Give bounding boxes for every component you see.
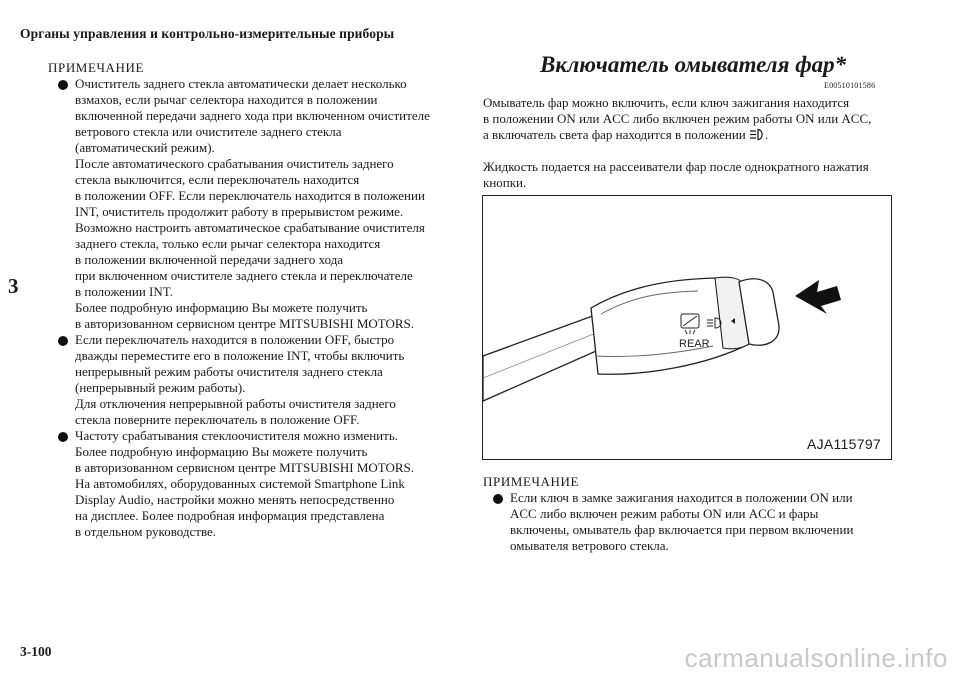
section-title: Включатель омывателя фар* — [540, 52, 847, 77]
page-header-title: Органы управления и контрольно-измерительные приборы — [20, 26, 395, 41]
note-bullet-item — [48, 332, 468, 428]
headlight-icon — [749, 128, 765, 141]
bullet-icon — [58, 80, 68, 90]
paragraph-1-text: Омыватель фар можно включить, если ключ зажигания находится в положении ON или ACC либо включен режим работы ON или ACC, а включатель света фар находится в положении — [483, 95, 872, 142]
right-column-text — [483, 95, 903, 191]
note-bullet-text: Если ключ в замке зажигания находится в положении ON или ACC либо включен режим работы ON или ACC и фары включены, омыватель фар включается при первом включении омывателя ветрового стекла. — [510, 490, 854, 553]
bullet-icon — [58, 336, 68, 346]
section-paragraph-2: Жидкость подается на рассеиватели фар после однократного нажатия кнопки. — [483, 159, 869, 190]
note-bullet-text: Частоту срабатывания стеклоочистителя можно изменить. Более подробную информацию Вы можете получить в авторизованном сервисном центре MITSUBISHI MOTORS. На автомобилях, оборудованных системой Smartphone Link Display Audio, настройки можно менять непосредственно на дисплее. Более подробная информация представлена в отдельном руководстве. — [75, 428, 415, 539]
note-label: ПРИМЕЧАНИЕ — [483, 474, 580, 489]
section-code: E00510101586 — [824, 81, 876, 90]
chapter-number: 3 — [8, 274, 19, 298]
arrow-icon — [795, 280, 841, 314]
left-column — [48, 60, 468, 540]
note-bullet-text: Очиститель заднего стекла автоматически делает несколько взмахов, если рычаг селектора находится в положении включенной передачи заднего хода при включенном очистителе ветрового стекла или очистителе заднего стекла (автоматический режим). После автоматического срабатывания очиститель заднего стекла выключится, если переключатель находится в положении OFF. Если переключатель находится в положении INT, очиститель продолжит работу в прерывистом режиме. Возможно настроить автоматическое срабатывание очистителя заднего стекла, только если рычаг селектора находится в положении включенной передачи заднего хода при включенном очистителе заднего стекла и переключателе в положении INT. Более подробную информацию Вы можете получить в авторизованном сервисном центре MITSUBISHI MOTORS. — [75, 76, 430, 331]
note-bullet-item — [48, 428, 468, 540]
bullet-icon — [493, 494, 503, 504]
watermark: carmanualsonline.info — [684, 643, 948, 673]
note-bullet-item — [48, 76, 468, 332]
figure-code: AJA115797 — [806, 436, 881, 452]
page-number: 3-100 — [20, 644, 52, 659]
note-bullet-item — [483, 490, 903, 554]
note-2 — [483, 474, 903, 554]
wiper-lever-illustration — [483, 196, 891, 459]
paragraph-1-end: . — [764, 127, 769, 142]
rear-label: REAR — [679, 338, 710, 350]
bullet-icon — [58, 432, 68, 442]
note-label: ПРИМЕЧАНИЕ — [48, 60, 145, 75]
figure-washer-switch — [482, 195, 892, 460]
section-paragraph-1 — [483, 95, 903, 143]
note-bullet-text: Если переключатель находится в положении OFF, быстро дважды переместите его в положение INT, чтобы включить непрерывный режим работы очистителя заднего стекла (непрерывный режим работы). Для отключения непрерывной работы очистителя заднего стекла поверните переключатель в положение OFF. — [75, 332, 405, 427]
